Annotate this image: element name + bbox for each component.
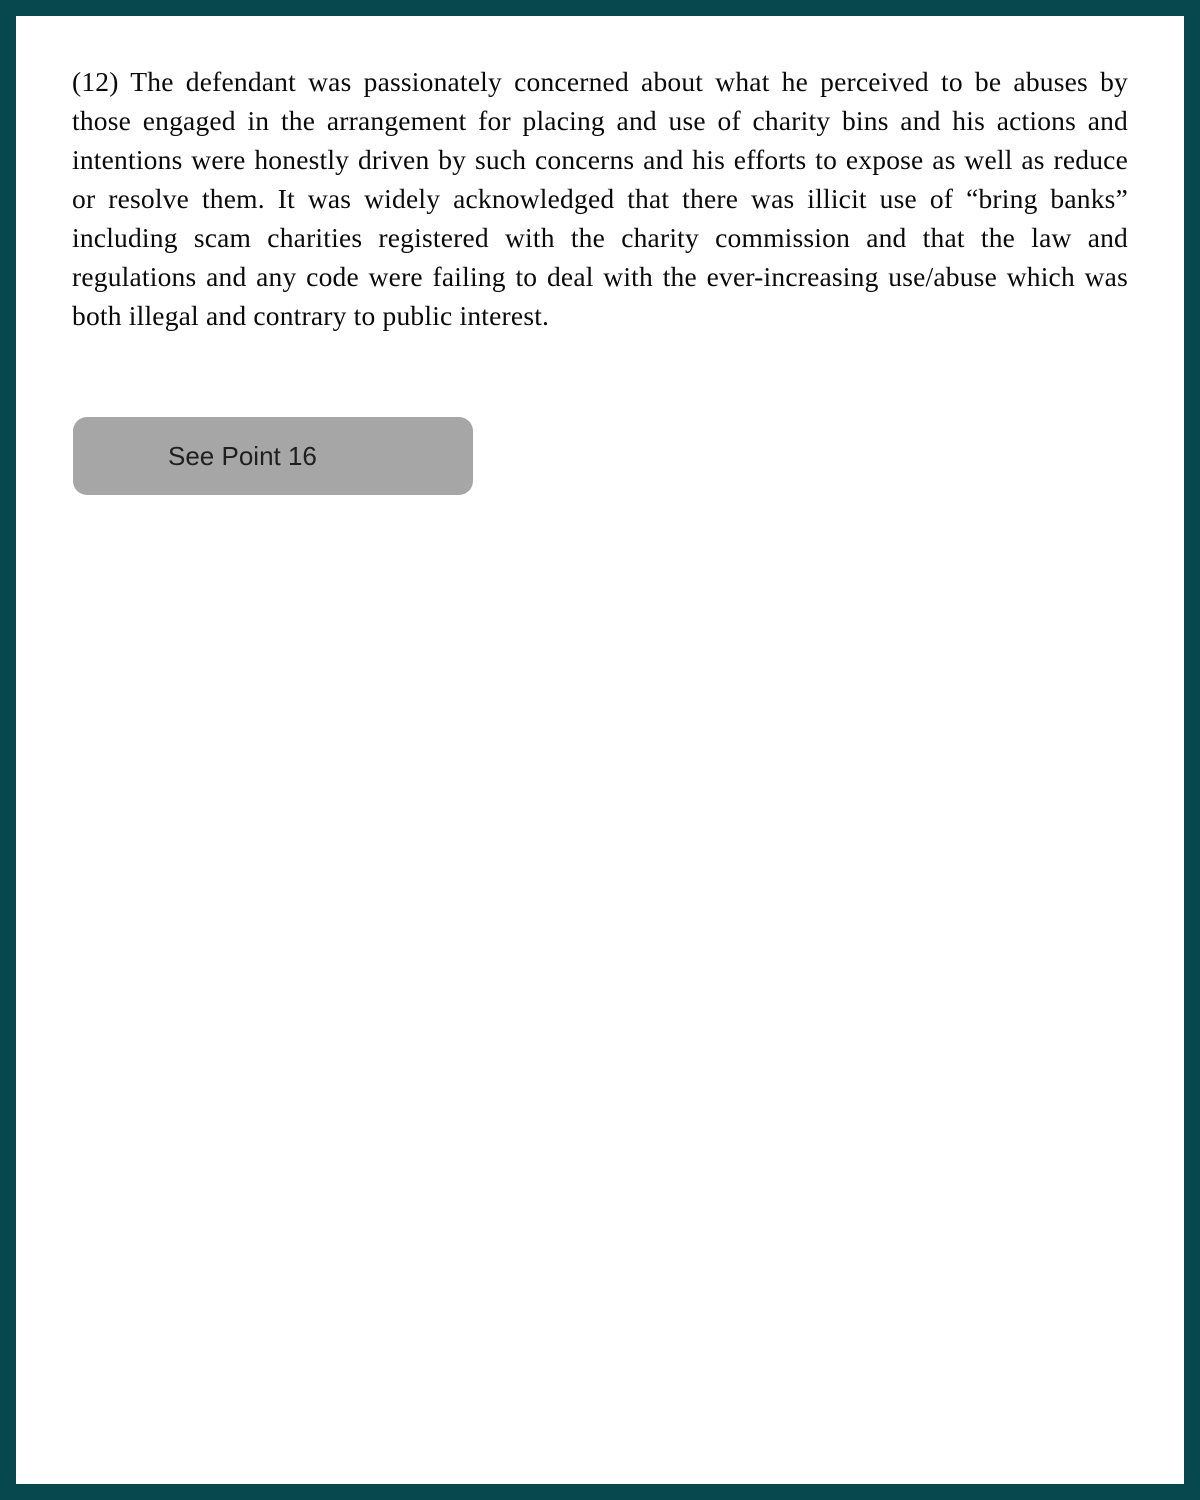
see-point-16-button[interactable]	[73, 417, 473, 495]
document-page	[16, 16, 1184, 1484]
see-point-16-button-label: See Point 16	[168, 440, 317, 471]
paragraph-point-12: (12) The defendant was passionately concerned about what he perceived to be abuses by those engaged in the arrangement for placing and use of charity bins and his actions and intentions were honestly driven by such concerns and his efforts to expose as well as reduce or resolve them. It was widely acknowledged that there was illicit use of “bring banks” including scam charities registered with the charity commission and that the law and regulations and any code were failing to deal with the ever-increasing use/abuse which was both illegal and contrary to public interest.	[72, 66, 1128, 331]
